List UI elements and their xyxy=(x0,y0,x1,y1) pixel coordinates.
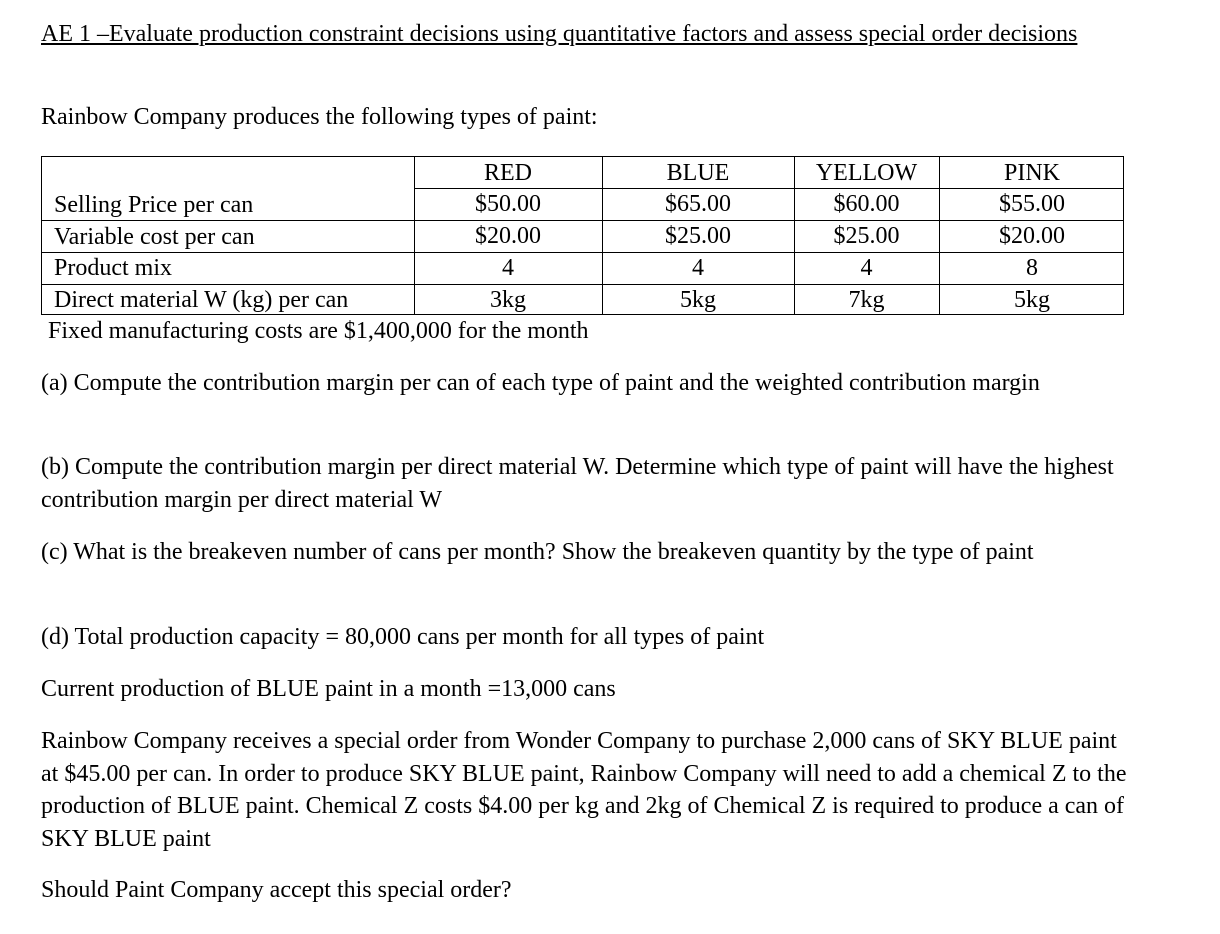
document xyxy=(41,18,1181,130)
table-cell: 3kg xyxy=(490,287,526,313)
row-label-selling-price: Selling Price per can xyxy=(54,192,254,218)
question-d: (d) Total production capacity = 80,000 cans per month for all types of paint xyxy=(41,624,765,650)
table-cell: $20.00 xyxy=(475,223,541,249)
row-label-direct-material: Direct material W (kg) per can xyxy=(54,287,349,313)
table-cell: $25.00 xyxy=(833,223,900,249)
table-cell: 4 xyxy=(860,255,873,281)
table-cell: 8 xyxy=(1026,255,1038,281)
assignment-heading: AE 1 –Evaluate production constraint decisions using quantitative factors and assess special order decisions xyxy=(41,21,1078,47)
special-order-text: Rainbow Company receives a special order from Wonder Company to purchase 2,000 cans of SKY BLUE paint at $45.00 per can. In order to produce SKY BLUE paint, Rainbow Company will need to add a chemical Z to the production of BLUE paint. Chemical Z costs $4.00 per kg and 2kg of Chemical Z is required to produce a can of SKY BLUE paint xyxy=(41,728,1127,852)
column-header-pink: PINK xyxy=(1003,160,1060,186)
final-question: Should Paint Company accept this special order? xyxy=(41,877,512,903)
table-cell: 4 xyxy=(692,255,704,281)
table-cell: $60.00 xyxy=(833,191,900,217)
column-header-yellow: YELLOW xyxy=(815,160,918,186)
table-cell: 5kg xyxy=(1014,287,1050,313)
table-cell: $65.00 xyxy=(665,191,731,217)
table-cell: 7kg xyxy=(848,287,885,313)
fixed-costs-note: Fixed manufacturing costs are $1,400,000 for the month xyxy=(48,318,589,344)
question-b: (b) Compute the contribution margin per direct material W. Determine which type of paint will have the highest contribution margin per direct material W xyxy=(41,454,1114,513)
table-cell: 4 xyxy=(502,255,514,281)
current-production: Current production of BLUE paint in a month =13,000 cans xyxy=(41,676,616,702)
table-cell: $55.00 xyxy=(999,191,1065,217)
row-label-product-mix: Product mix xyxy=(54,255,172,281)
question-c: (c) What is the breakeven number of cans per month? Show the breakeven quantity by the type of paint xyxy=(41,539,1034,565)
row-label-variable-cost: Variable cost per can xyxy=(54,224,255,250)
column-header-red: RED xyxy=(484,160,532,186)
table-cell: $20.00 xyxy=(999,223,1065,249)
intro-text: Rainbow Company produces the following types of paint: xyxy=(41,104,598,130)
column-header-blue: BLUE xyxy=(666,160,730,186)
table-cell: $25.00 xyxy=(665,223,731,249)
table-cell: 5kg xyxy=(680,287,716,313)
table-cell: $50.00 xyxy=(475,191,541,217)
paint-cost-table xyxy=(41,156,1124,315)
question-a: (a) Compute the contribution margin per can of each type of paint and the weighted contribution margin xyxy=(41,370,1040,396)
